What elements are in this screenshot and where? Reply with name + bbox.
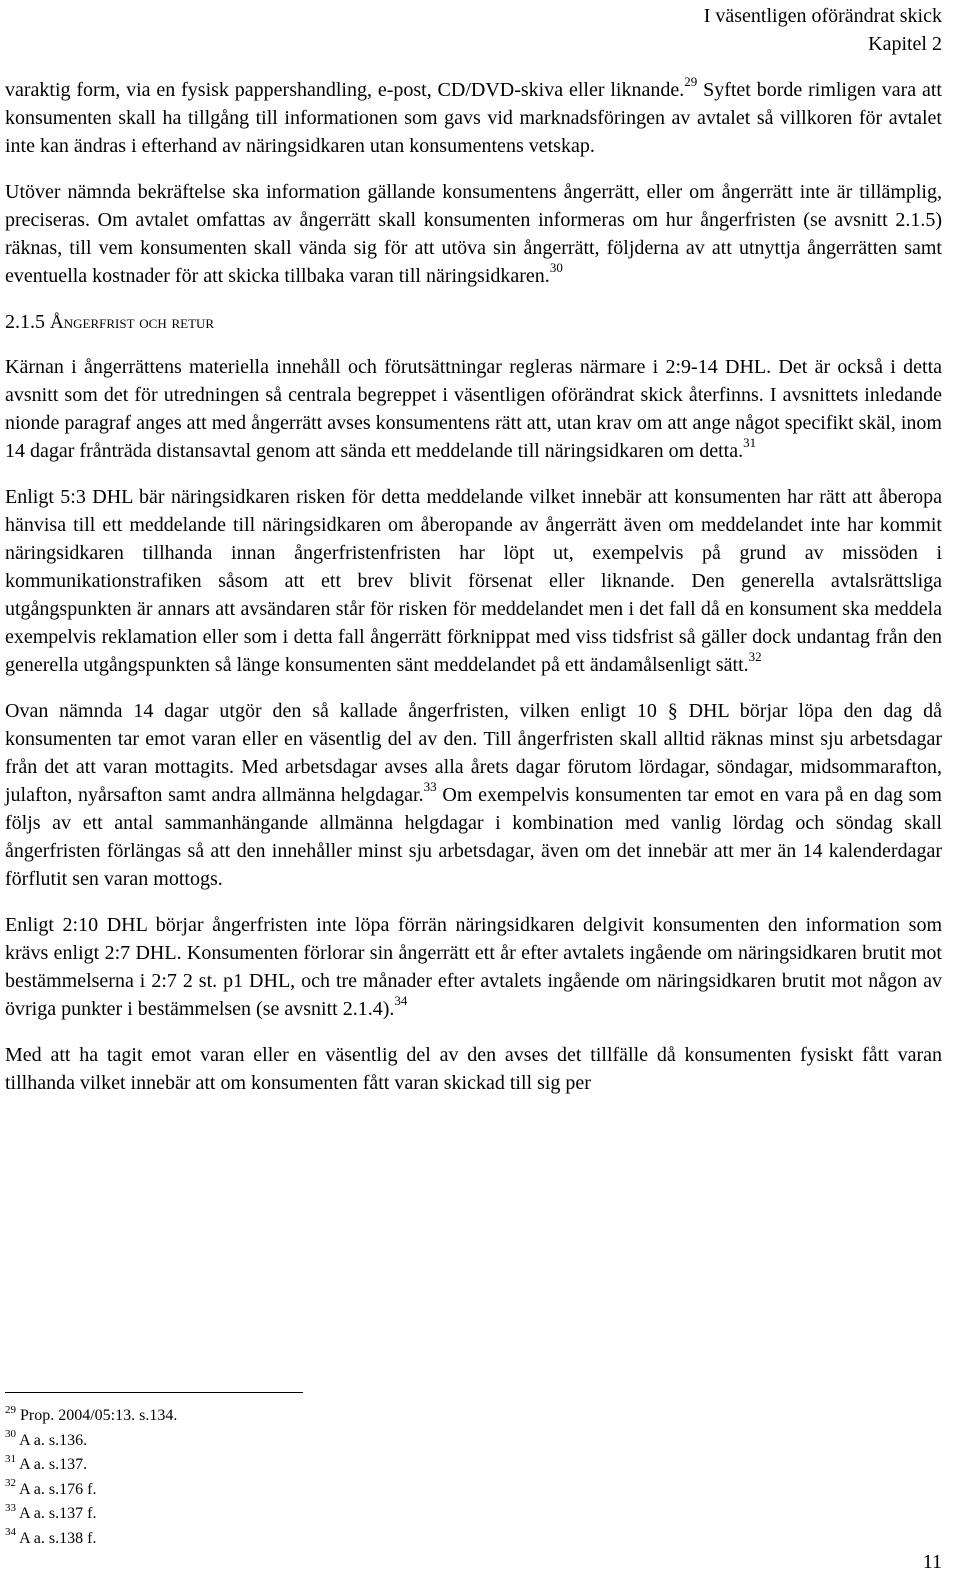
footnote-number: 34	[5, 1526, 16, 1539]
header-chapter: Kapitel 2	[868, 33, 942, 55]
footnotes	[5, 1404, 177, 1551]
section-number: 2.1.5	[5, 311, 45, 333]
paragraph: Kärnan i ångerrättens materiella innehåll och förutsättningar regleras närmare i 2:9-14 DHL. Det är också i detta avsnitt som det för utredningen så centrala begreppet i väsentligen oförändrat skick återfinns. I avsnittets inledande nionde paragraf anges att med ångerrätt avses konsumentens rätt att, utan krav om att ange något specifikt skäl, inom 14 dagar frånträda distansavtal genom att sända ett meddelande till näringsidkaren om detta.$^{31}$	[5, 356, 942, 462]
footnote-ref[interactable]: 34	[394, 993, 408, 1009]
section-heading	[5, 308, 942, 337]
paragraph: Utöver nämnda bekräftelse ska information gällande konsumentens ångerrätt, eller om ångerrätt inte är tillämplig, preciseras. Om avtalet omfattas av ångerrätt skall konsumenten informeras om hur ångerfristen (se avsnitt 2.1.5) räknas, till vem konsumenten skall vända sig för att utöva sin ångerrätt, följderna av att utnyttja ångerrätten samt eventuella kostnader för att skicka tillbaka varan till näringsidkaren.$^{30}$	[5, 181, 942, 287]
footnote: $^{30}$ A a. s.136.	[5, 1428, 88, 1449]
footnote-ref[interactable]: 30	[549, 260, 563, 276]
footnote: $^{34}$ A a. s.138 f.	[5, 1526, 97, 1547]
paragraph: Ovan nämnda 14 dagar utgör den så kallade ångerfristen, vilken enligt 10 § DHL börjar löpa den dag då konsumenten tar emot varan eller en väsentlig del av den. Till ångerfristen skall alltid räknas minst sju arbetsdagar från det att varan mottagits. Med arbetsdagar avses alla årets dagar förutom lördagar, söndagar, midsommarafton, julafton, nyårsafton samt andra allmänna helgdagar.$^{33}$ Om exempelvis konsumenten tar emot en vara på en dag som följs av ett antal sammanhängande allmänna helgdagar i kombination med vanlig lördag och söndag skall ångerfristen förlängas så att den innehåller minst sju arbetsdagar, även om det innebär att mer än 14 kalenderdagar förflutit sen varan mottogs.	[5, 700, 942, 890]
footnote: $^{29}$ Prop. 2004/05:13. s.134.	[5, 1403, 178, 1424]
running-header	[704, 2, 942, 58]
footnote-ref[interactable]: 31	[743, 435, 757, 451]
paragraph: Med att ha tagit emot varan eller en väsentlig del av den avses det tillfälle då konsumenten fysiskt fått varan tillhanda vilket innebär att om konsumenten fått varan skickad till sig per	[5, 1044, 942, 1094]
section-title: Ångerfrist och retur	[50, 312, 215, 333]
footnote-number: 33	[5, 1501, 16, 1514]
footnote-number: 29	[5, 1403, 16, 1416]
page-number: 11	[922, 1551, 942, 1573]
footnote-number: 30	[5, 1428, 16, 1441]
header-title: I väsentligen oförändrat skick	[703, 5, 942, 27]
footnote: $^{33}$ A a. s.137 f.	[5, 1501, 97, 1522]
footnote: $^{32}$ A a. s.176 f.	[5, 1477, 97, 1498]
body-text	[5, 76, 942, 1115]
footnote-ref[interactable]: 33	[423, 779, 437, 795]
footnote-number: 32	[5, 1477, 16, 1490]
footnote-ref[interactable]: 32	[748, 649, 762, 665]
paragraph: varaktig form, via en fysisk pappershandling, e-post, CD/DVD-skiva eller liknande.$^{29}$ Syftet borde rimligen vara att konsumenten skall ha tillgång till informationen som gavs vid marknadsföringen av avtalet så villkoren för avtalet inte kan ändras i efterhand av näringsidkaren utan konsumentens vetskap.	[5, 74, 942, 157]
paragraph: Enligt 5:3 DHL bär näringsidkaren risken för detta meddelande vilket innebär att konsumenten har rätt att åberopa hänvisa till ett meddelande till näringsidkaren om åberopande av ångerrätt även om meddelandet inte har kommit näringsidkaren tillhanda innan ångerfristenfristen har löpt ut, exempelvis på grund av missöden i kommunikationstrafiken såsom att ett brev blivit försenat eller liknande. Den generella avtalsrättsliga utgångspunkten är annars att avsändaren står för risken för meddelandet men i det fall då en konsument ska meddela exempelvis reklamation eller som i detta fall ångerrätt förknippat med viss tidsfrist så gäller dock undantag från den generella utgångspunkten så länge konsumenten sänt meddelandet på ett ändamålsenligt sätt.$^{32}$	[5, 486, 942, 676]
footnote: $^{31}$ A a. s.137.	[5, 1452, 88, 1473]
paragraph: Enligt 2:10 DHL börjar ångerfristen inte löpa förrän näringsidkaren delgivit konsumenten den information som krävs enligt 2:7 DHL. Konsumenten förlorar sin ångerrätt ett år efter avtalets ingående om näringsidkaren brutit mot bestämmelserna i 2:7 2 st. p1 DHL, och tre månader efter avtalets ingående om näringsidkaren brutit mot någon av övriga punkter i bestämmelsen (se avsnitt 2.1.4).$^{34}$	[5, 914, 942, 1020]
footnote-separator	[5, 1392, 303, 1393]
footnote-number: 31	[5, 1452, 16, 1465]
footnote-ref[interactable]: 29	[684, 74, 698, 90]
